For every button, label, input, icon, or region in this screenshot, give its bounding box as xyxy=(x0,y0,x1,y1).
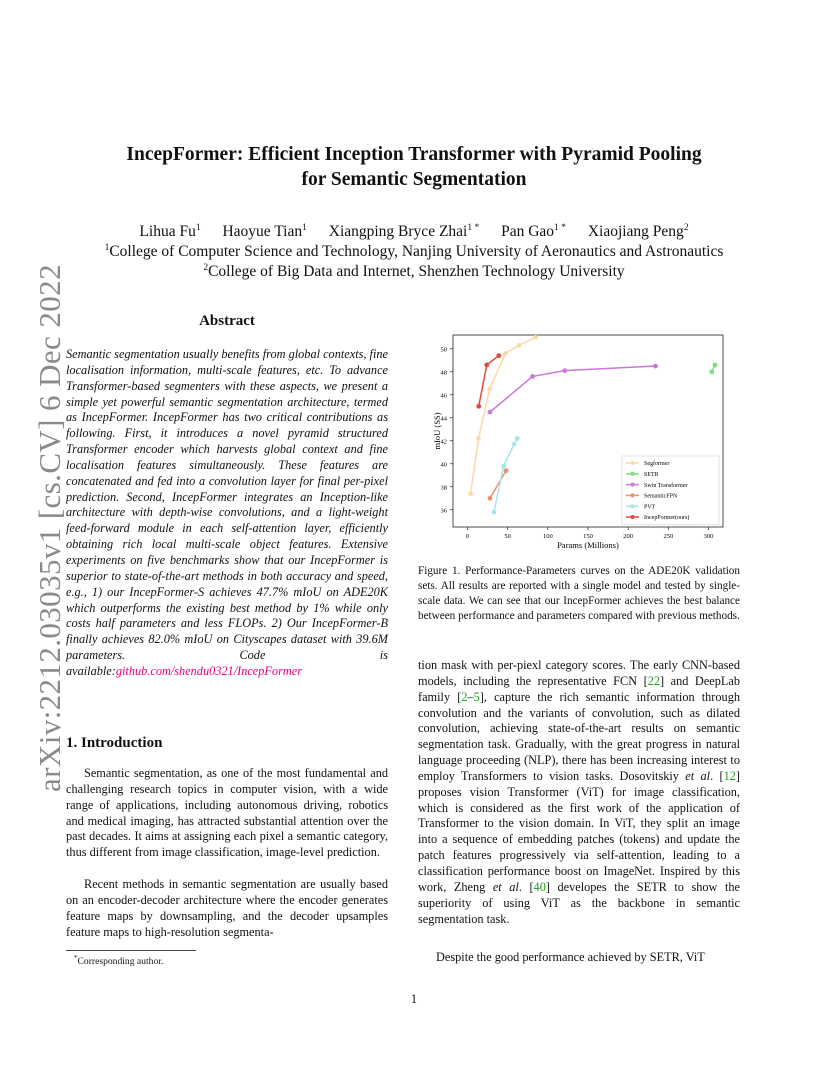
data-point xyxy=(487,387,492,392)
data-point xyxy=(476,436,481,441)
abstract-body: Semantic segmentation usually benefits from global contexts, fine localisation information, multi-scale features, etc. To advance Transformer-based segmenters with these aspects, we present a simple yet powerful semantic segmentation architecture, termed as IncepFormer. IncepFormer has two critical contributions as following. First, it introduces a novel pyramid structured Transformer encoder which harvests global context and fine localisation features simultaneously. These features are concatenated and fed into a convolution layer for final per-pixel prediction. Second, IncepFormer integrates an Inception-like architecture with depth-wise convolutions, and a light-weight feed-forward module in each self-attention layer, efficiently obtaining rich local multi-scale object features. Extensive experiments on five benchmarks show that our IncepFormer is superior to state-of-the-art methods in both accuracy and speed, e.g., 1) our IncepFormer-S achieves 47.7% mIoU on ADE20K which outperforms the existing best method by 1% while only costs half parameters and less FLOPs. 2) Our IncepFormer-B finally achieves 82.0% mIoU on Cityscapes dataset with 39.6M parameters. Code is available:github.com/shendu0321/IncepFormer xyxy=(66,347,388,678)
data-point xyxy=(503,351,508,356)
series-line xyxy=(490,366,656,412)
legend-marker xyxy=(631,493,635,497)
citation-link[interactable]: 12 xyxy=(723,768,736,783)
data-point xyxy=(468,491,473,496)
data-point xyxy=(517,343,522,348)
data-point xyxy=(488,410,493,415)
legend-marker xyxy=(631,515,635,519)
section-heading-introduction: 1. Introduction xyxy=(66,735,163,751)
x-tick-label: 150 xyxy=(583,533,593,540)
y-tick-label: 42 xyxy=(440,438,447,446)
title-line-2: for Semantic Segmentation xyxy=(301,169,527,190)
y-tick-label: 46 xyxy=(440,392,447,400)
data-point xyxy=(484,362,489,367)
legend-marker xyxy=(631,504,635,508)
data-point xyxy=(533,335,538,340)
legend-label: SETR xyxy=(644,472,659,478)
data-point xyxy=(713,362,718,367)
legend-label: Swin Transformer xyxy=(644,482,688,489)
affiliation-2: $^2$College of Big Data and Internet, Shenzhen Technology University xyxy=(203,263,625,281)
legend-label: PVT xyxy=(644,504,656,511)
x-tick-label: 50 xyxy=(504,533,511,540)
legend-label: SemanticFPN xyxy=(644,493,678,500)
author-name: Xiangping Bryce Zhai$^{1 *}$ xyxy=(328,223,480,241)
legend-label: Segformer xyxy=(644,461,670,468)
x-ticks xyxy=(466,527,714,540)
x-tick-label: 250 xyxy=(663,533,674,540)
y-tick-label: 40 xyxy=(440,461,447,469)
series-line xyxy=(494,439,517,513)
author-name: Pan Gao$^{1 *}$ xyxy=(501,223,566,241)
code-link[interactable]: github.com/shendu0321/IncepFormer xyxy=(115,663,302,678)
data-point xyxy=(476,404,481,409)
legend-marker xyxy=(631,461,635,465)
citation-link[interactable]: 40 xyxy=(533,879,546,894)
data-point xyxy=(504,468,509,473)
x-tick-label: 100 xyxy=(542,533,553,540)
x-tick-label: 300 xyxy=(703,533,714,540)
legend-marker xyxy=(631,483,635,487)
data-point xyxy=(709,369,714,374)
affiliation-1: $^1$College of Computer Science and Technology, Nanjing University of Aeronautics and Astronautics xyxy=(104,243,724,261)
performance-parameters-chart xyxy=(418,330,738,560)
x-tick-label: 200 xyxy=(623,533,634,540)
y-tick-label: 48 xyxy=(440,369,447,377)
data-point xyxy=(562,368,567,373)
figure-caption: Figure 1. Performance-Parameters curves on the ADE20K validation sets. All results are reported with a single model and tested by single-scale data. We can see that our IncepFormer achieves the best balance between performance and parameters compared with previous methods. xyxy=(418,565,740,622)
intro-paragraph-1: Semantic segmentation, as one of the most fundamental and challenging research topics in computer vision, with a wide range of applications, including autonomous driving, robotics and medical imaging, has attracted substantial attention over the past decades. It aims at assigning each pixel a semantic category, thus different from image classification, image-level prediction. xyxy=(66,766,388,860)
right-column-paragraph-2: Despite the good performance achieved by SETR, ViT xyxy=(436,950,705,964)
legend-marker xyxy=(631,472,635,476)
data-point xyxy=(512,442,517,447)
data-point xyxy=(488,496,493,501)
x-tick-label: 0 xyxy=(465,533,470,540)
legend-label: IncepFormer(ours) xyxy=(644,515,690,522)
y-tick-label: 44 xyxy=(440,415,447,423)
data-point xyxy=(530,374,535,379)
paper-title xyxy=(60,142,768,192)
right-column-paragraph-1: tion mask with per-piexl category scores. The early CNN-based models, including the representative FCN [22] and DeepLab family [2–5], capture the rich semantic information through convolution and the variants of convolution, such as dilated convolution, achieving state-of-the-art results on semantic segmentation task. Gradually, with the great progress in natural language proceeding (NLP), there has been increasing interest to employ Transformers to vision tasks. Dosovitskiy et al. [12] proposes vision Transformer (ViT) for image classification, which is considered as the first work of the application of Transformer to the vision domain. In ViT, they split an image into a sequence of embedding patches (tokens) and update the patch features progressively via self-attention, leading to a classification performance boost on ImageNet. Inspired by this work, Zheng et al. [40] developes the SETR to show the superiority of using ViT as the backbone in semantic segmentation task. xyxy=(418,658,741,926)
citation-link[interactable]: 5 xyxy=(473,689,480,704)
y-tick-label: 36 xyxy=(440,507,447,515)
chart-legend xyxy=(622,456,719,525)
data-point xyxy=(515,436,520,441)
data-point xyxy=(492,510,497,515)
author-name: Lihua Fu$^1$ xyxy=(139,223,201,241)
x-axis-label: Params (Millions) xyxy=(557,540,619,550)
data-point xyxy=(496,353,501,358)
data-point xyxy=(501,464,506,469)
abstract-heading: Abstract xyxy=(199,313,255,329)
page-number: 1 xyxy=(410,992,418,1006)
data-point xyxy=(653,364,658,369)
series-line xyxy=(479,356,499,407)
y-tick-label: 38 xyxy=(440,484,447,492)
author-name: Xiaojiang Peng$^2$ xyxy=(587,223,689,241)
title-line-1: IncepFormer: Efficient Inception Transformer with Pyramid Pooling xyxy=(126,144,702,165)
y-tick-label: 50 xyxy=(440,346,447,354)
arxiv-identifier-stamp: arXiv:2212.03035v1 [cs.CV] 6 Dec 2022 xyxy=(32,264,67,792)
citation-link[interactable]: 2 xyxy=(461,689,468,704)
intro-paragraph-2: Recent methods in semantic segmentation are usually based on an encoder-decoder architecture where the encoder generates feature maps by downsampling, and the decoder upsamples feature maps to high-resolution segmenta- xyxy=(66,877,388,939)
author-name: Haoyue Tian$^1$ xyxy=(222,223,307,241)
y-ticks xyxy=(441,346,454,514)
footnote-rule xyxy=(66,950,196,951)
y-axis-label: mIoU (SS) xyxy=(432,412,442,450)
footnote: *Corresponding author. xyxy=(74,954,164,968)
citation-link[interactable]: 22 xyxy=(647,673,661,688)
